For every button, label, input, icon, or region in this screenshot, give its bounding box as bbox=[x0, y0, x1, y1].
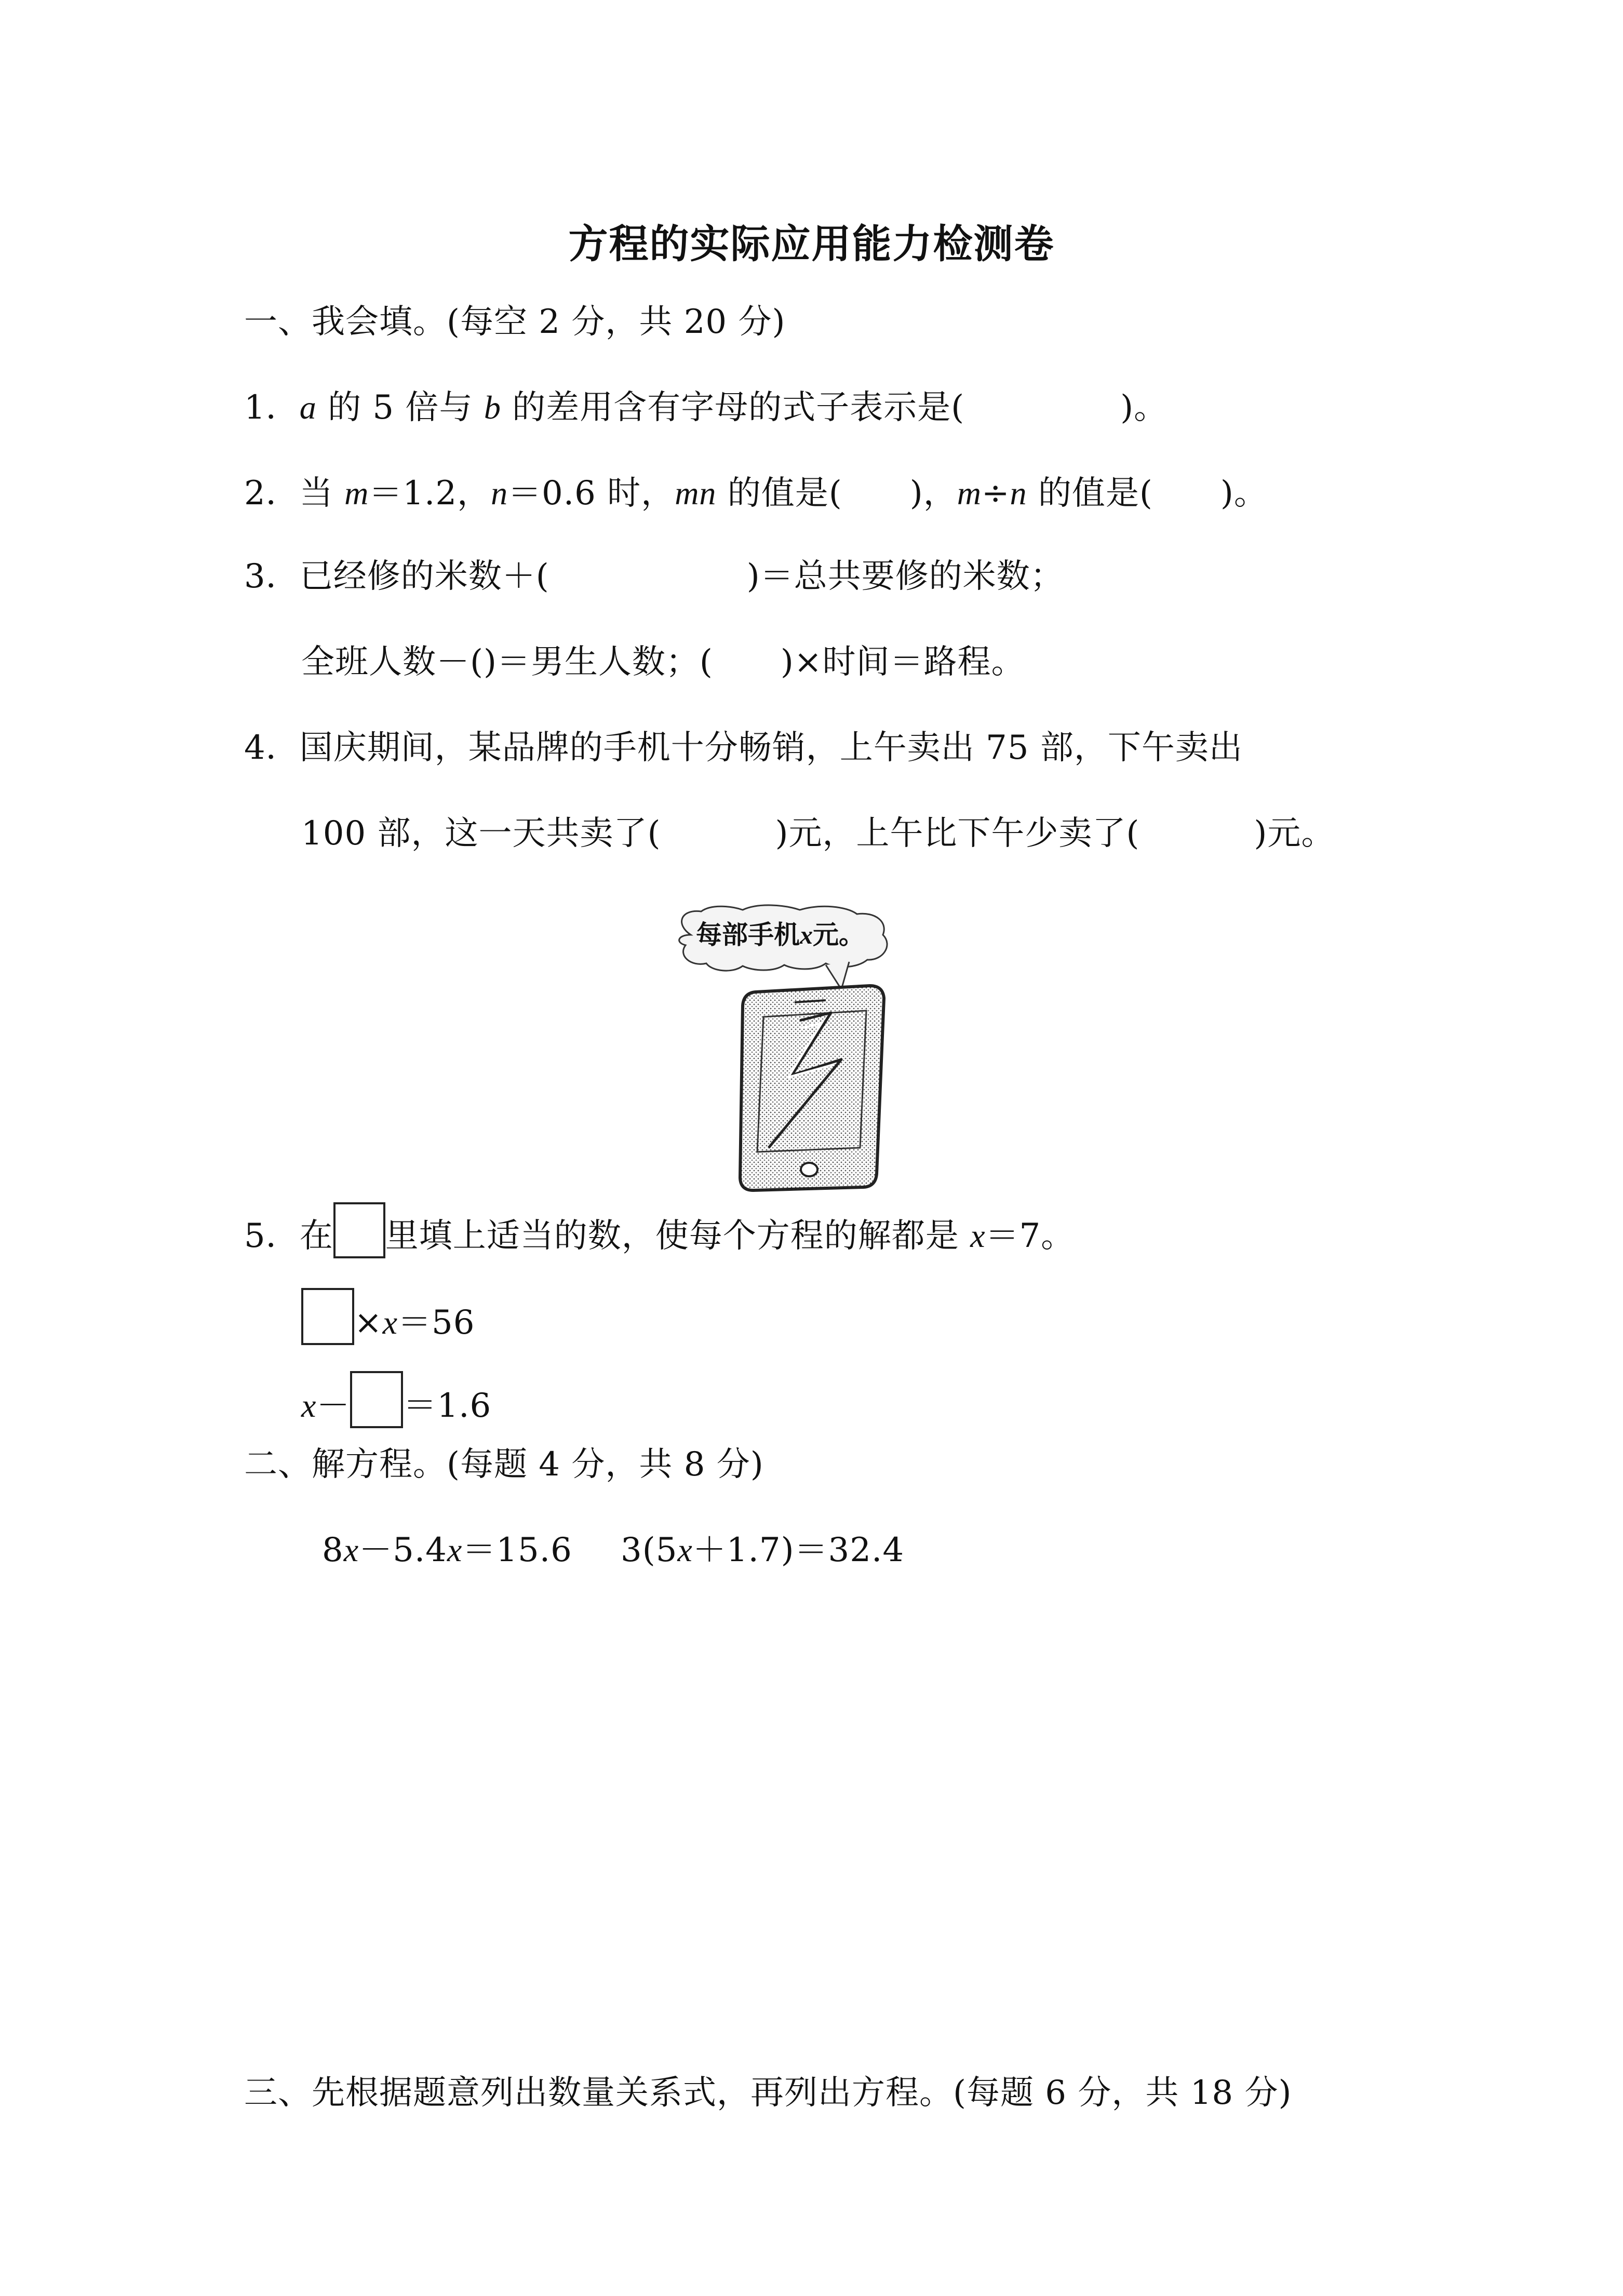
question-text: 在 bbox=[299, 1217, 333, 1255]
question-text: 的值是( bbox=[1027, 474, 1153, 513]
question-text: )元。 bbox=[1254, 814, 1335, 853]
answer-box[interactable] bbox=[350, 1371, 403, 1428]
question-text: )， bbox=[909, 474, 957, 513]
equation-2a bbox=[322, 1529, 572, 1571]
equation-text: ＝1.6 bbox=[403, 1387, 492, 1425]
answer-box[interactable] bbox=[301, 1288, 354, 1345]
minus-sign: － bbox=[316, 1387, 351, 1425]
variable-x: x bbox=[677, 1532, 693, 1568]
equation-text: ＋1.7)＝32.4 bbox=[692, 1531, 905, 1569]
question-number: 3． bbox=[244, 557, 300, 596]
division-sign: ÷ bbox=[981, 474, 1010, 513]
question-text: ＝1.2， bbox=[369, 474, 491, 513]
question-text: )。 bbox=[1120, 388, 1168, 427]
variable-b: b bbox=[484, 389, 501, 426]
equation-5a bbox=[301, 1288, 475, 1345]
question-5 bbox=[244, 1202, 1075, 1258]
variable-x: x bbox=[447, 1532, 463, 1568]
question-3-line-2 bbox=[301, 641, 1025, 683]
phone-illustration bbox=[670, 904, 961, 1194]
variable-x: x bbox=[343, 1532, 359, 1568]
equation-text: ＝15.6 bbox=[462, 1531, 572, 1569]
question-text: 国庆期间，某品牌的手机十分畅销，上午卖出 75 部，下午卖出 bbox=[299, 729, 1243, 767]
question-number: 2． bbox=[244, 474, 300, 513]
question-number: 5． bbox=[244, 1217, 300, 1255]
equation-text: －5.4 bbox=[359, 1531, 447, 1569]
question-text: 100 部，这一天共卖了( bbox=[301, 814, 661, 853]
question-2 bbox=[244, 473, 1268, 514]
speech-bubble-text bbox=[696, 919, 865, 950]
question-text: )×时间＝路程。 bbox=[780, 643, 1025, 681]
phone-icon bbox=[740, 986, 884, 1190]
question-text: )元，上午比下午少卖了( bbox=[775, 814, 1140, 853]
question-4 bbox=[244, 727, 1243, 769]
question-text: 的 5 倍与 bbox=[316, 388, 484, 427]
multiply-sign: × bbox=[354, 1304, 383, 1342]
question-1 bbox=[244, 387, 1168, 428]
question-text: 当 bbox=[299, 474, 345, 513]
equation-5b bbox=[301, 1371, 491, 1428]
equation-text: 3(5 bbox=[621, 1531, 678, 1569]
question-text: 里填上适当的数，使每个方程的解都是 bbox=[385, 1217, 971, 1255]
question-number: 4． bbox=[244, 729, 300, 767]
equation-2b bbox=[621, 1529, 904, 1571]
question-text: ＝7。 bbox=[985, 1217, 1075, 1255]
variable-x: x bbox=[800, 920, 813, 949]
blank-box-icon bbox=[333, 1202, 385, 1258]
variable-x: x bbox=[970, 1217, 986, 1254]
variable-m: m bbox=[344, 475, 369, 512]
question-text: )＝总共要修的米数； bbox=[746, 557, 1064, 596]
variable-x: x bbox=[301, 1387, 317, 1424]
variable-n: n bbox=[1010, 475, 1027, 512]
section2-header: 二、解方程。(每题 4 分，共 8 分) bbox=[244, 1445, 764, 1484]
question-3 bbox=[244, 556, 1064, 597]
question-text: 已经修的米数＋( bbox=[299, 557, 549, 596]
section1-header: 一、我会填。(每空 2 分，共 20 分) bbox=[244, 303, 786, 341]
section3-header: 三、先根据题意列出数量关系式，再列出方程。(每题 6 分，共 18 分) bbox=[244, 2074, 1292, 2112]
question-4-line-2 bbox=[301, 813, 1335, 854]
equation-text: 8 bbox=[322, 1531, 344, 1569]
question-text: 全班人数－()＝男生人数；( bbox=[301, 643, 713, 681]
question-text: ＝0.6 时， bbox=[508, 474, 675, 513]
question-text: 的值是( bbox=[716, 474, 842, 513]
question-text: )。 bbox=[1220, 474, 1268, 513]
variable-mn: mn bbox=[675, 475, 717, 512]
variable-a: a bbox=[299, 389, 317, 426]
bubble-text: 元。 bbox=[813, 920, 865, 950]
variable-n: n bbox=[491, 475, 508, 512]
variable-m: m bbox=[957, 475, 982, 512]
equation-text: ＝56 bbox=[398, 1304, 475, 1342]
page-title: 方程的实际应用能力检测卷 bbox=[568, 221, 1055, 267]
variable-x: x bbox=[382, 1304, 398, 1341]
question-number: 1． bbox=[244, 388, 300, 427]
question-text: 的差用含有字母的式子表示是( bbox=[501, 388, 965, 427]
bubble-text: 每部手机 bbox=[696, 920, 800, 950]
